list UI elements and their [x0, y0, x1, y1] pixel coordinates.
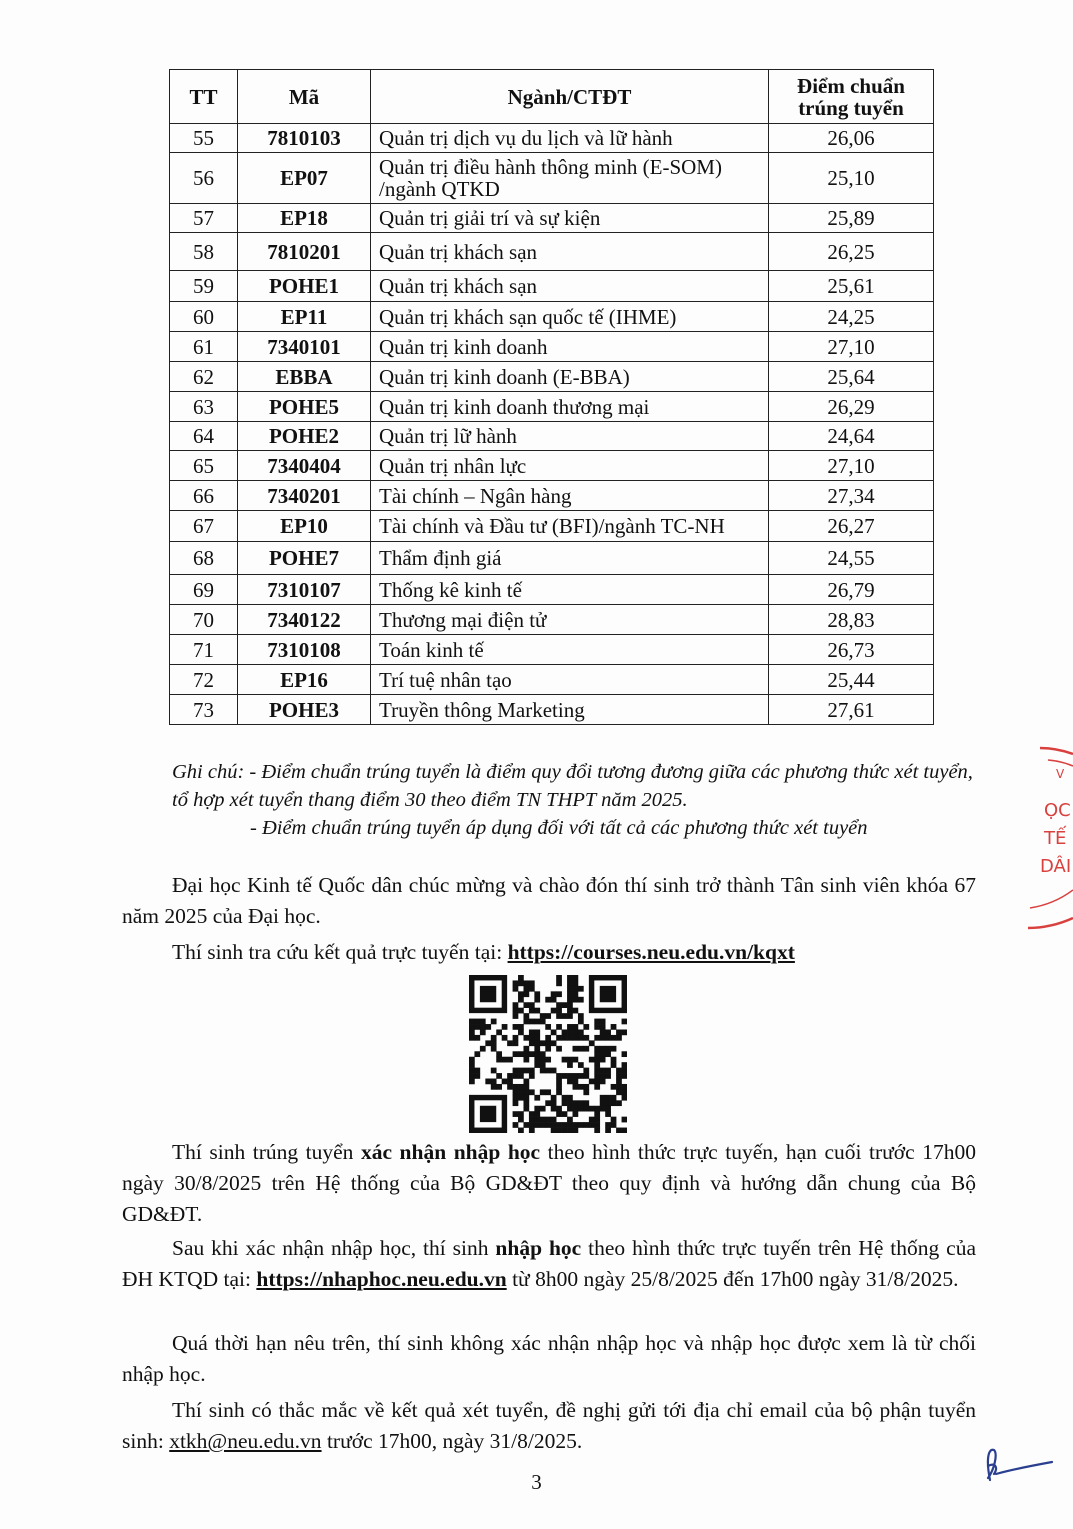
- cell-tt: 63: [170, 392, 238, 422]
- cell-code: POHE7: [238, 542, 371, 575]
- cell-major: Quản trị lữ hành: [371, 422, 769, 451]
- table-row: [170, 605, 934, 635]
- cell-code: EP07: [238, 153, 371, 204]
- cell-tt: 61: [170, 332, 238, 362]
- cell-score: 25,64: [769, 362, 934, 392]
- cell-code: 7310108: [238, 635, 371, 665]
- header-score-line2: trúng tuyển: [798, 95, 904, 120]
- cell-score: 28,83: [769, 605, 934, 635]
- official-stamp: [1020, 740, 1073, 940]
- cell-major: Tài chính và Đầu tư (BFI)/ngành TC-NH: [371, 511, 769, 542]
- cell-score: 24,25: [769, 302, 934, 332]
- cell-tt: 72: [170, 665, 238, 695]
- confirm-text-bold: xác nhận nhập học: [360, 1140, 541, 1164]
- contact-email-link[interactable]: xtkh@neu.edu.vn: [169, 1429, 322, 1453]
- cell-major: Quản trị khách sạn: [371, 233, 769, 271]
- cell-code: EP18: [238, 204, 371, 233]
- cell-tt: 55: [170, 124, 238, 153]
- cell-score: 26,73: [769, 635, 934, 665]
- cell-score: 26,25: [769, 233, 934, 271]
- cell-code: 7310107: [238, 575, 371, 605]
- contact-paragraph: [122, 1395, 976, 1457]
- cell-code: EP16: [238, 665, 371, 695]
- cell-tt: 71: [170, 635, 238, 665]
- cell-score: 26,29: [769, 392, 934, 422]
- cell-code: EP11: [238, 302, 371, 332]
- enroll-text-a: Sau khi xác nhận nhập học, thí sinh: [172, 1236, 496, 1260]
- cell-score: 27,10: [769, 332, 934, 362]
- cell-code: POHE2: [238, 422, 371, 451]
- cell-code: 7810201: [238, 233, 371, 271]
- admission-score-table: [169, 69, 934, 725]
- confirm-text-a: Thí sinh trúng tuyển: [172, 1140, 361, 1164]
- cell-code: 7340201: [238, 481, 371, 511]
- cell-major: Quản trị giải trí và sự kiện: [371, 204, 769, 233]
- cell-major: Quản trị khách sạn: [371, 271, 769, 302]
- table-row: [170, 481, 934, 511]
- cell-major: Trí tuệ nhân tạo: [371, 665, 769, 695]
- enroll-text-bold: nhập học: [495, 1236, 582, 1260]
- table-row: [170, 695, 934, 725]
- header-score-line1: Điểm chuẩn: [797, 73, 905, 98]
- table-row: [170, 271, 934, 302]
- cell-tt: 68: [170, 542, 238, 575]
- cell-major: Quản trị kinh doanh: [371, 332, 769, 362]
- cell-code: POHE1: [238, 271, 371, 302]
- table-row: [170, 302, 934, 332]
- cell-score: 26,06: [769, 124, 934, 153]
- cell-code: POHE5: [238, 392, 371, 422]
- cell-major: Thống kê kinh tế: [371, 575, 769, 605]
- header-major: Ngành/CTĐT: [371, 70, 769, 124]
- confirm-text-b: theo hình thức trực tuyến, hạn cuối trước 17h00 ngày 30/8/2025 trên Hệ thống của Bộ GD&ĐT theo quy định và hướng dẫn chung của Bộ GD&ĐT.: [122, 1140, 976, 1226]
- cell-major-line2: /ngành QTKD: [379, 177, 500, 201]
- cell-code: 7340122: [238, 605, 371, 635]
- table-row: [170, 635, 934, 665]
- cell-tt: 70: [170, 605, 238, 635]
- stamp-text-3: TẾ: [1044, 828, 1067, 849]
- cell-code: EP10: [238, 511, 371, 542]
- cell-major: Quản trị khách sạn quốc tế (IHME): [371, 302, 769, 332]
- congrats-paragraph: [122, 870, 976, 932]
- cell-major-line1: Quản trị điều hành thông minh (E-SOM): [379, 155, 722, 179]
- table-row: [170, 422, 934, 451]
- cell-tt: 65: [170, 451, 238, 481]
- table-row: [170, 233, 934, 271]
- cell-major: Toán kinh tế: [371, 635, 769, 665]
- table-header-row: [170, 70, 934, 124]
- cell-score: 25,89: [769, 204, 934, 233]
- cell-tt: 57: [170, 204, 238, 233]
- table-row: [170, 511, 934, 542]
- cell-score: 26,27: [769, 511, 934, 542]
- cell-score: 25,10: [769, 153, 934, 204]
- enroll-paragraph: [122, 1233, 976, 1295]
- cell-tt: 62: [170, 362, 238, 392]
- cell-tt: 60: [170, 302, 238, 332]
- cell-score: 25,61: [769, 271, 934, 302]
- cell-code: EBBA: [238, 362, 371, 392]
- cell-score: 24,55: [769, 542, 934, 575]
- footnote-line1: Ghi chú: - Điểm chuẩn trúng tuyển là điểm quy đổi tương đương giữa các phương thức xét tuyển, tổ hợp xét tuyển thang điểm 30 theo điểm TN THPT năm 2025.: [172, 761, 973, 811]
- stamp-text-4: DÂI: [1040, 856, 1072, 877]
- footnote: [172, 758, 982, 842]
- cell-major: Thẩm định giá: [371, 542, 769, 575]
- cell-tt: 66: [170, 481, 238, 511]
- table-row: [170, 542, 934, 575]
- cell-major: Truyền thông Marketing: [371, 695, 769, 725]
- cell-score: 27,10: [769, 451, 934, 481]
- enroll-text-b: theo hình thức trực tuyến trên Hệ thống của ĐH KTQD tại:: [122, 1236, 977, 1291]
- table-row: [170, 332, 934, 362]
- table-row: [170, 124, 934, 153]
- cell-code: 7810103: [238, 124, 371, 153]
- cell-major: Quản trị dịch vụ du lịch và lữ hành: [371, 124, 769, 153]
- deadline-paragraph: [122, 1328, 976, 1390]
- page-number: 3: [531, 1470, 542, 1494]
- contact-text-b: trước 17h00, ngày 31/8/2025.: [321, 1429, 583, 1453]
- congrats-text: Đại học Kinh tế Quốc dân chúc mừng và chào đón thí sinh trở thành Tân sinh viên khóa 67 năm 2025 của Đại học.: [122, 873, 976, 928]
- lookup-paragraph: [122, 937, 976, 968]
- cell-score: 27,34: [769, 481, 934, 511]
- cell-major: Quản trị kinh doanh thương mại: [371, 392, 769, 422]
- cell-tt: 67: [170, 511, 238, 542]
- cell-major: [371, 153, 769, 204]
- table-row: [170, 575, 934, 605]
- contact-text-a: Thí sinh có thắc mắc về kết quả xét tuyển, đề nghị gửi tới địa chỉ email của bộ phận tuyển sinh:: [122, 1398, 976, 1453]
- signature-mark: [980, 1440, 1060, 1490]
- cell-tt: 73: [170, 695, 238, 725]
- cell-major: Thương mại điện tử: [371, 605, 769, 635]
- cell-major: Tài chính – Ngân hàng: [371, 481, 769, 511]
- cell-major: Quản trị kinh doanh (E-BBA): [371, 362, 769, 392]
- cell-code: 7340101: [238, 332, 371, 362]
- confirm-paragraph: [122, 1137, 976, 1230]
- header-score: [769, 70, 934, 124]
- cell-code: POHE3: [238, 695, 371, 725]
- cell-tt: 59: [170, 271, 238, 302]
- lookup-link[interactable]: https://courses.neu.edu.vn/kqxt: [507, 940, 795, 964]
- cell-code: 7340404: [238, 451, 371, 481]
- cell-score: 25,44: [769, 665, 934, 695]
- cell-major: Quản trị nhân lực: [371, 451, 769, 481]
- table-row: [170, 204, 934, 233]
- enroll-text-c: từ 8h00 ngày 25/8/2025 đến 17h00 ngày 31/8/2025.: [506, 1267, 959, 1291]
- cell-tt: 69: [170, 575, 238, 605]
- table-row: [170, 451, 934, 481]
- footnote-line2: - Điểm chuẩn trúng tuyển áp dụng đối với tất cả các phương thức xét tuyển: [250, 817, 868, 839]
- cell-score: 24,64: [769, 422, 934, 451]
- cell-score: 27,61: [769, 695, 934, 725]
- cell-tt: 64: [170, 422, 238, 451]
- table-row: [170, 665, 934, 695]
- qr-code: [469, 975, 627, 1133]
- cell-tt: 58: [170, 233, 238, 271]
- deadline-text: Quá thời hạn nêu trên, thí sinh không xác nhận nhập học và nhập học được xem là từ chối nhập học.: [122, 1331, 976, 1386]
- cell-tt: 56: [170, 153, 238, 204]
- lookup-text: Thí sinh tra cứu kết quả trực tuyến tại:: [172, 940, 508, 964]
- stamp-text-1: V: [1056, 767, 1065, 781]
- cell-score: 26,79: [769, 575, 934, 605]
- stamp-text-2: ỌC: [1044, 800, 1071, 821]
- header-tt: TT: [170, 70, 238, 124]
- header-code: Mã: [238, 70, 371, 124]
- enroll-link[interactable]: https://nhaphoc.neu.edu.vn: [256, 1267, 507, 1291]
- table-row: [170, 362, 934, 392]
- table-row: [170, 153, 934, 204]
- table-row: [170, 392, 934, 422]
